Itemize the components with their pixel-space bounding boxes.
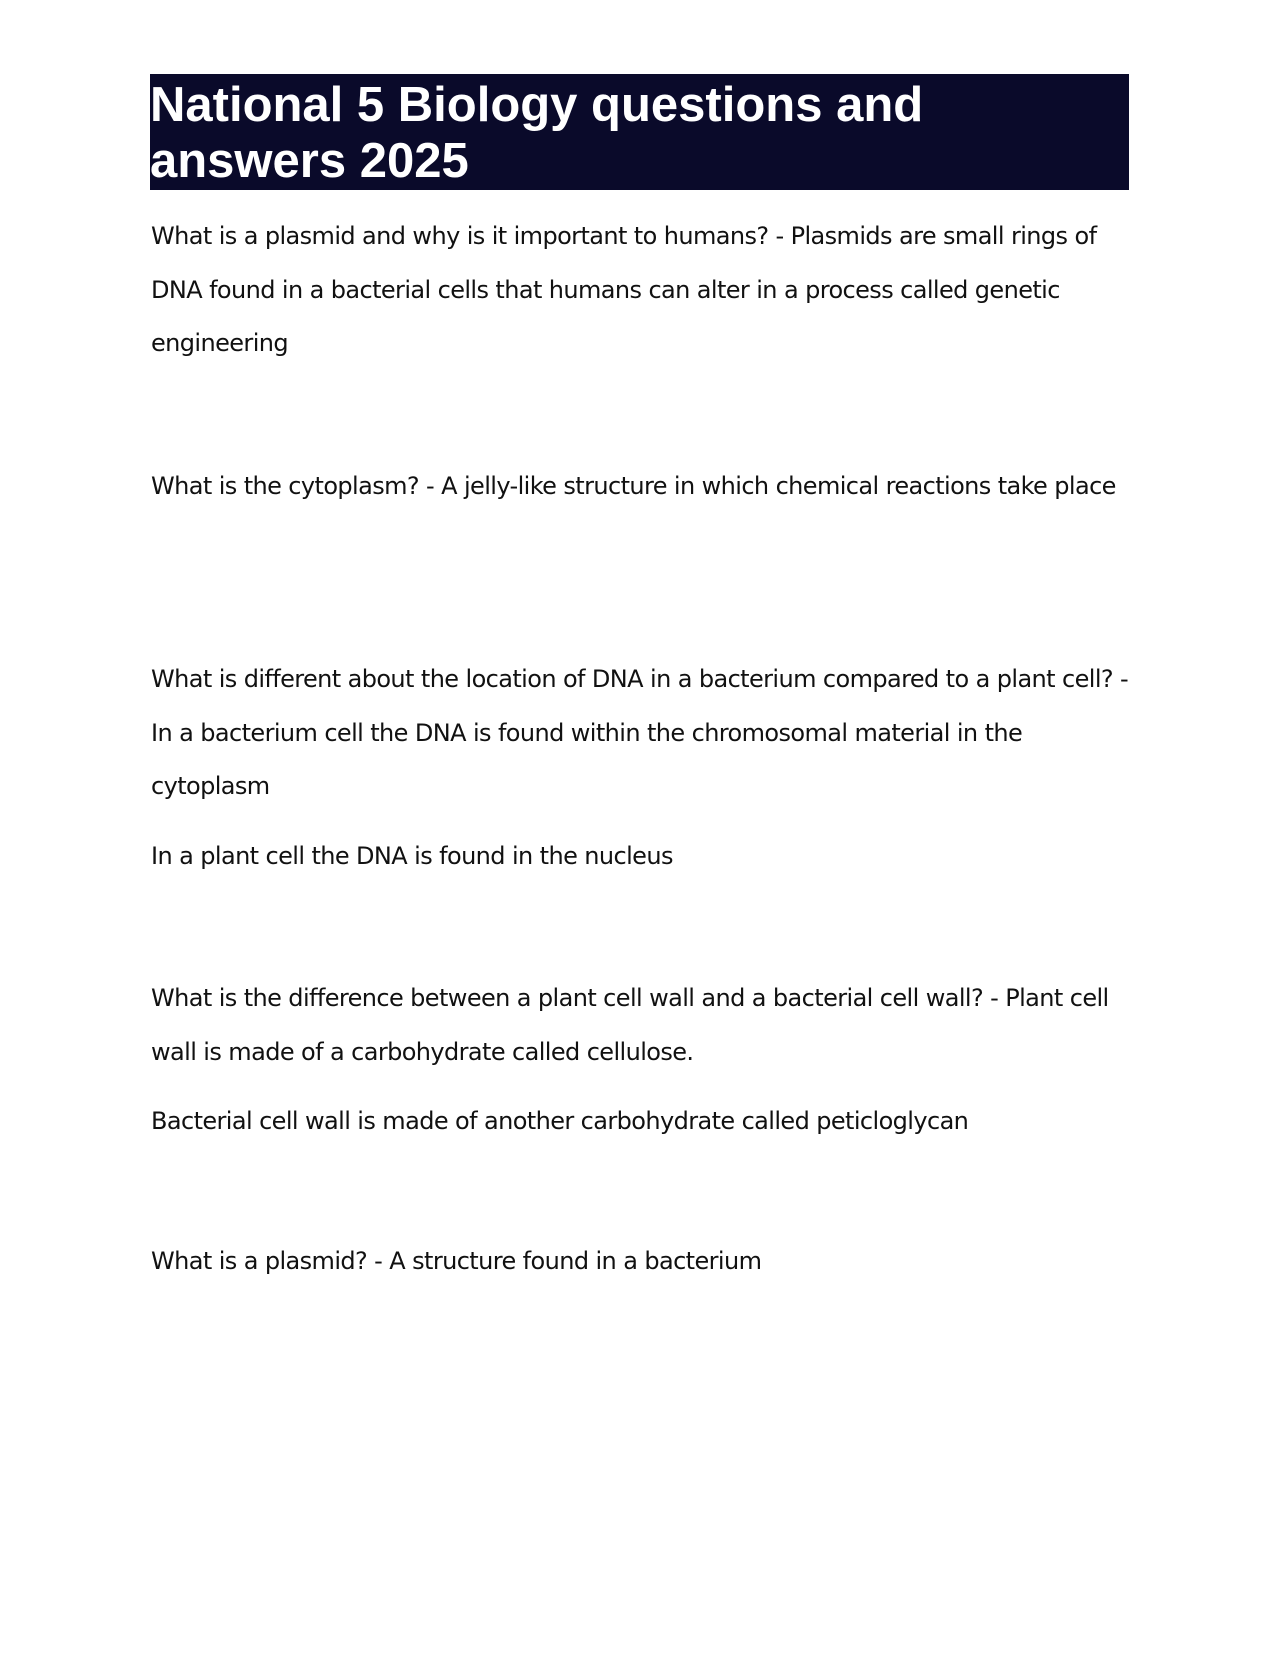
qa-entry-plasmid-definition: What is a plasmid? - A structure found in a bacterium (151, 1247, 762, 1275)
qa-entry-plasmid-importance: What is a plasmid and why is it important to humans? - Plasmids are small rings of DNA found in a bacterial cells that humans can alter in a process called genetic engineering (151, 222, 1097, 357)
page-title: National 5 Biology questions and answers 2025 (150, 78, 924, 188)
qa-entry-dna-location-extra: In a plant cell the DNA is found in the nucleus (151, 842, 673, 870)
qa-entry-cell-wall: What is the difference between a plant cell wall and a bacterial cell wall? - Plant cell wall is made of a carbohydrate called cellulose. (151, 984, 1109, 1066)
title-banner (150, 74, 1129, 190)
qa-entry-dna-location: What is different about the location of DNA in a bacterium compared to a plant cell? - In a bacterium cell the DNA is found within the chromosomal material in the cytoplasm (151, 665, 1129, 800)
qa-entry-cytoplasm: What is the cytoplasm? - A jelly-like structure in which chemical reactions take place (151, 472, 1116, 500)
qa-entry-cell-wall-extra: Bacterial cell wall is made of another carbohydrate called peticloglycan (151, 1107, 969, 1135)
